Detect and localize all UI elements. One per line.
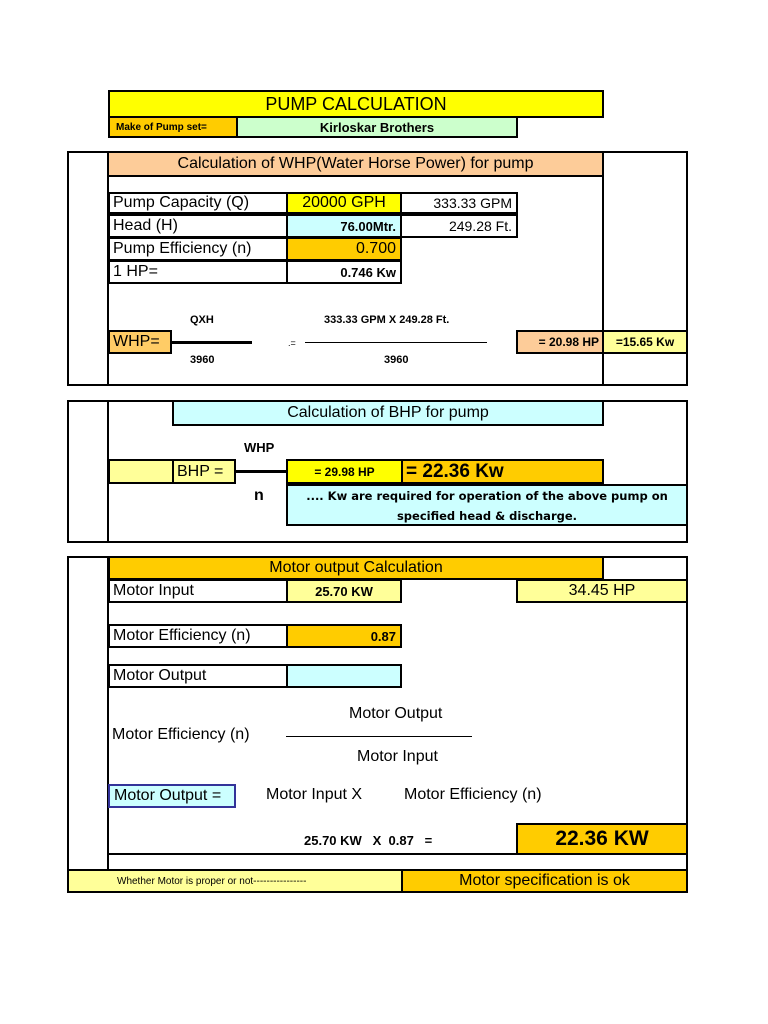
formula-numerator: Motor Output <box>349 705 443 722</box>
motor-input-label: Motor Input <box>108 579 288 603</box>
bhp-fraction-line <box>236 470 286 473</box>
formula-denominator: Motor Input <box>357 748 438 765</box>
whp-header-text: Calculation of WHP(Water Horse Power) for pump <box>177 155 534 172</box>
motor-output-label: Motor Output <box>108 664 288 688</box>
motor-header-text: Motor output Calculation <box>269 559 443 576</box>
formula-fraction-line <box>286 736 472 737</box>
make-value: Kirloskar Brothers <box>319 119 435 135</box>
bhp-formula-numerator: WHP <box>244 440 275 455</box>
whp-calc-numerator: 333.33 GPM X 249.28 Ft. <box>324 314 450 326</box>
page-title <box>108 90 604 118</box>
motor-result: 22.36 KW <box>516 823 688 855</box>
whp-result-kw: =15.65 Kw <box>602 330 688 354</box>
bhp-result-kw: = 22.36 Kw <box>401 459 604 484</box>
pump-efficiency-label: Pump Efficiency (n) <box>108 237 288 261</box>
make-value-cell <box>236 116 518 138</box>
whp-formula-fraction-line <box>172 341 252 344</box>
whp-calc-denominator: 3960 <box>384 354 409 366</box>
footer-question: Whether Motor is proper or not---------------- <box>67 869 403 893</box>
motor-header <box>108 556 604 580</box>
footer-answer: Motor specification is ok <box>401 869 688 893</box>
motor-efficiency-label: Motor Efficiency (n) <box>108 624 288 648</box>
head-value: 76.00Mtr. <box>286 214 402 238</box>
whp-label: WHP= <box>108 330 172 354</box>
head-label: Head (H) <box>108 214 288 238</box>
page-title-text: PUMP CALCULATION <box>265 93 447 114</box>
head-feet: 249.28 Ft. <box>400 214 518 238</box>
equation-label: Motor Output = <box>108 784 236 808</box>
bhp-formula-denominator: n <box>254 487 264 504</box>
bhp-note-line1: .... Kw are required for operation of the above pump on <box>306 489 668 503</box>
pump-capacity-value: 20000 GPH <box>286 192 402 214</box>
bhp-header-text: Calculation of BHP for pump <box>287 404 489 421</box>
bhp-label: BHP = <box>172 459 236 484</box>
bhp-label-spacer <box>108 459 174 484</box>
hp-conversion-value: 0.746 Kw <box>286 260 402 284</box>
motor-left-divider <box>107 556 109 871</box>
motor-calc: 25.70 KW X 0.87 = <box>304 833 433 848</box>
equation-term-1: Motor Input X <box>266 786 363 803</box>
motor-input-hp: 34.45 HP <box>516 579 688 603</box>
bhp-header <box>172 400 604 426</box>
whp-result-hp: = 20.98 HP <box>516 330 604 354</box>
whp-calc-fraction-line <box>305 342 487 343</box>
make-label: Make of Pump set= <box>116 121 207 133</box>
bhp-note <box>286 484 688 526</box>
motor-efficiency-value: 0.87 <box>286 624 402 648</box>
equation-term-2: Motor Efficiency (n) <box>404 786 542 803</box>
whp-formula-numerator: QXH <box>190 314 214 326</box>
hp-conversion-label: 1 HP= <box>108 260 288 284</box>
bhp-note-line2: specified head & discharge. <box>396 509 578 523</box>
bhp-result-hp: = 29.98 HP <box>286 459 403 484</box>
pump-efficiency-value: 0.700 <box>286 237 402 261</box>
make-label-cell <box>108 116 238 138</box>
pump-capacity-gpm: 333.33 GPM <box>400 192 518 214</box>
motor-output-value <box>286 664 402 688</box>
formula-efficiency-label: Motor Efficiency (n) <box>112 726 250 743</box>
motor-bottom-line <box>108 853 688 855</box>
whp-header <box>107 151 604 177</box>
motor-input-value: 25.70 KW <box>286 579 402 603</box>
whp-equals: .= <box>288 338 296 348</box>
whp-formula-denominator: 3960 <box>190 354 215 366</box>
pump-capacity-label: Pump Capacity (Q) <box>108 192 288 214</box>
